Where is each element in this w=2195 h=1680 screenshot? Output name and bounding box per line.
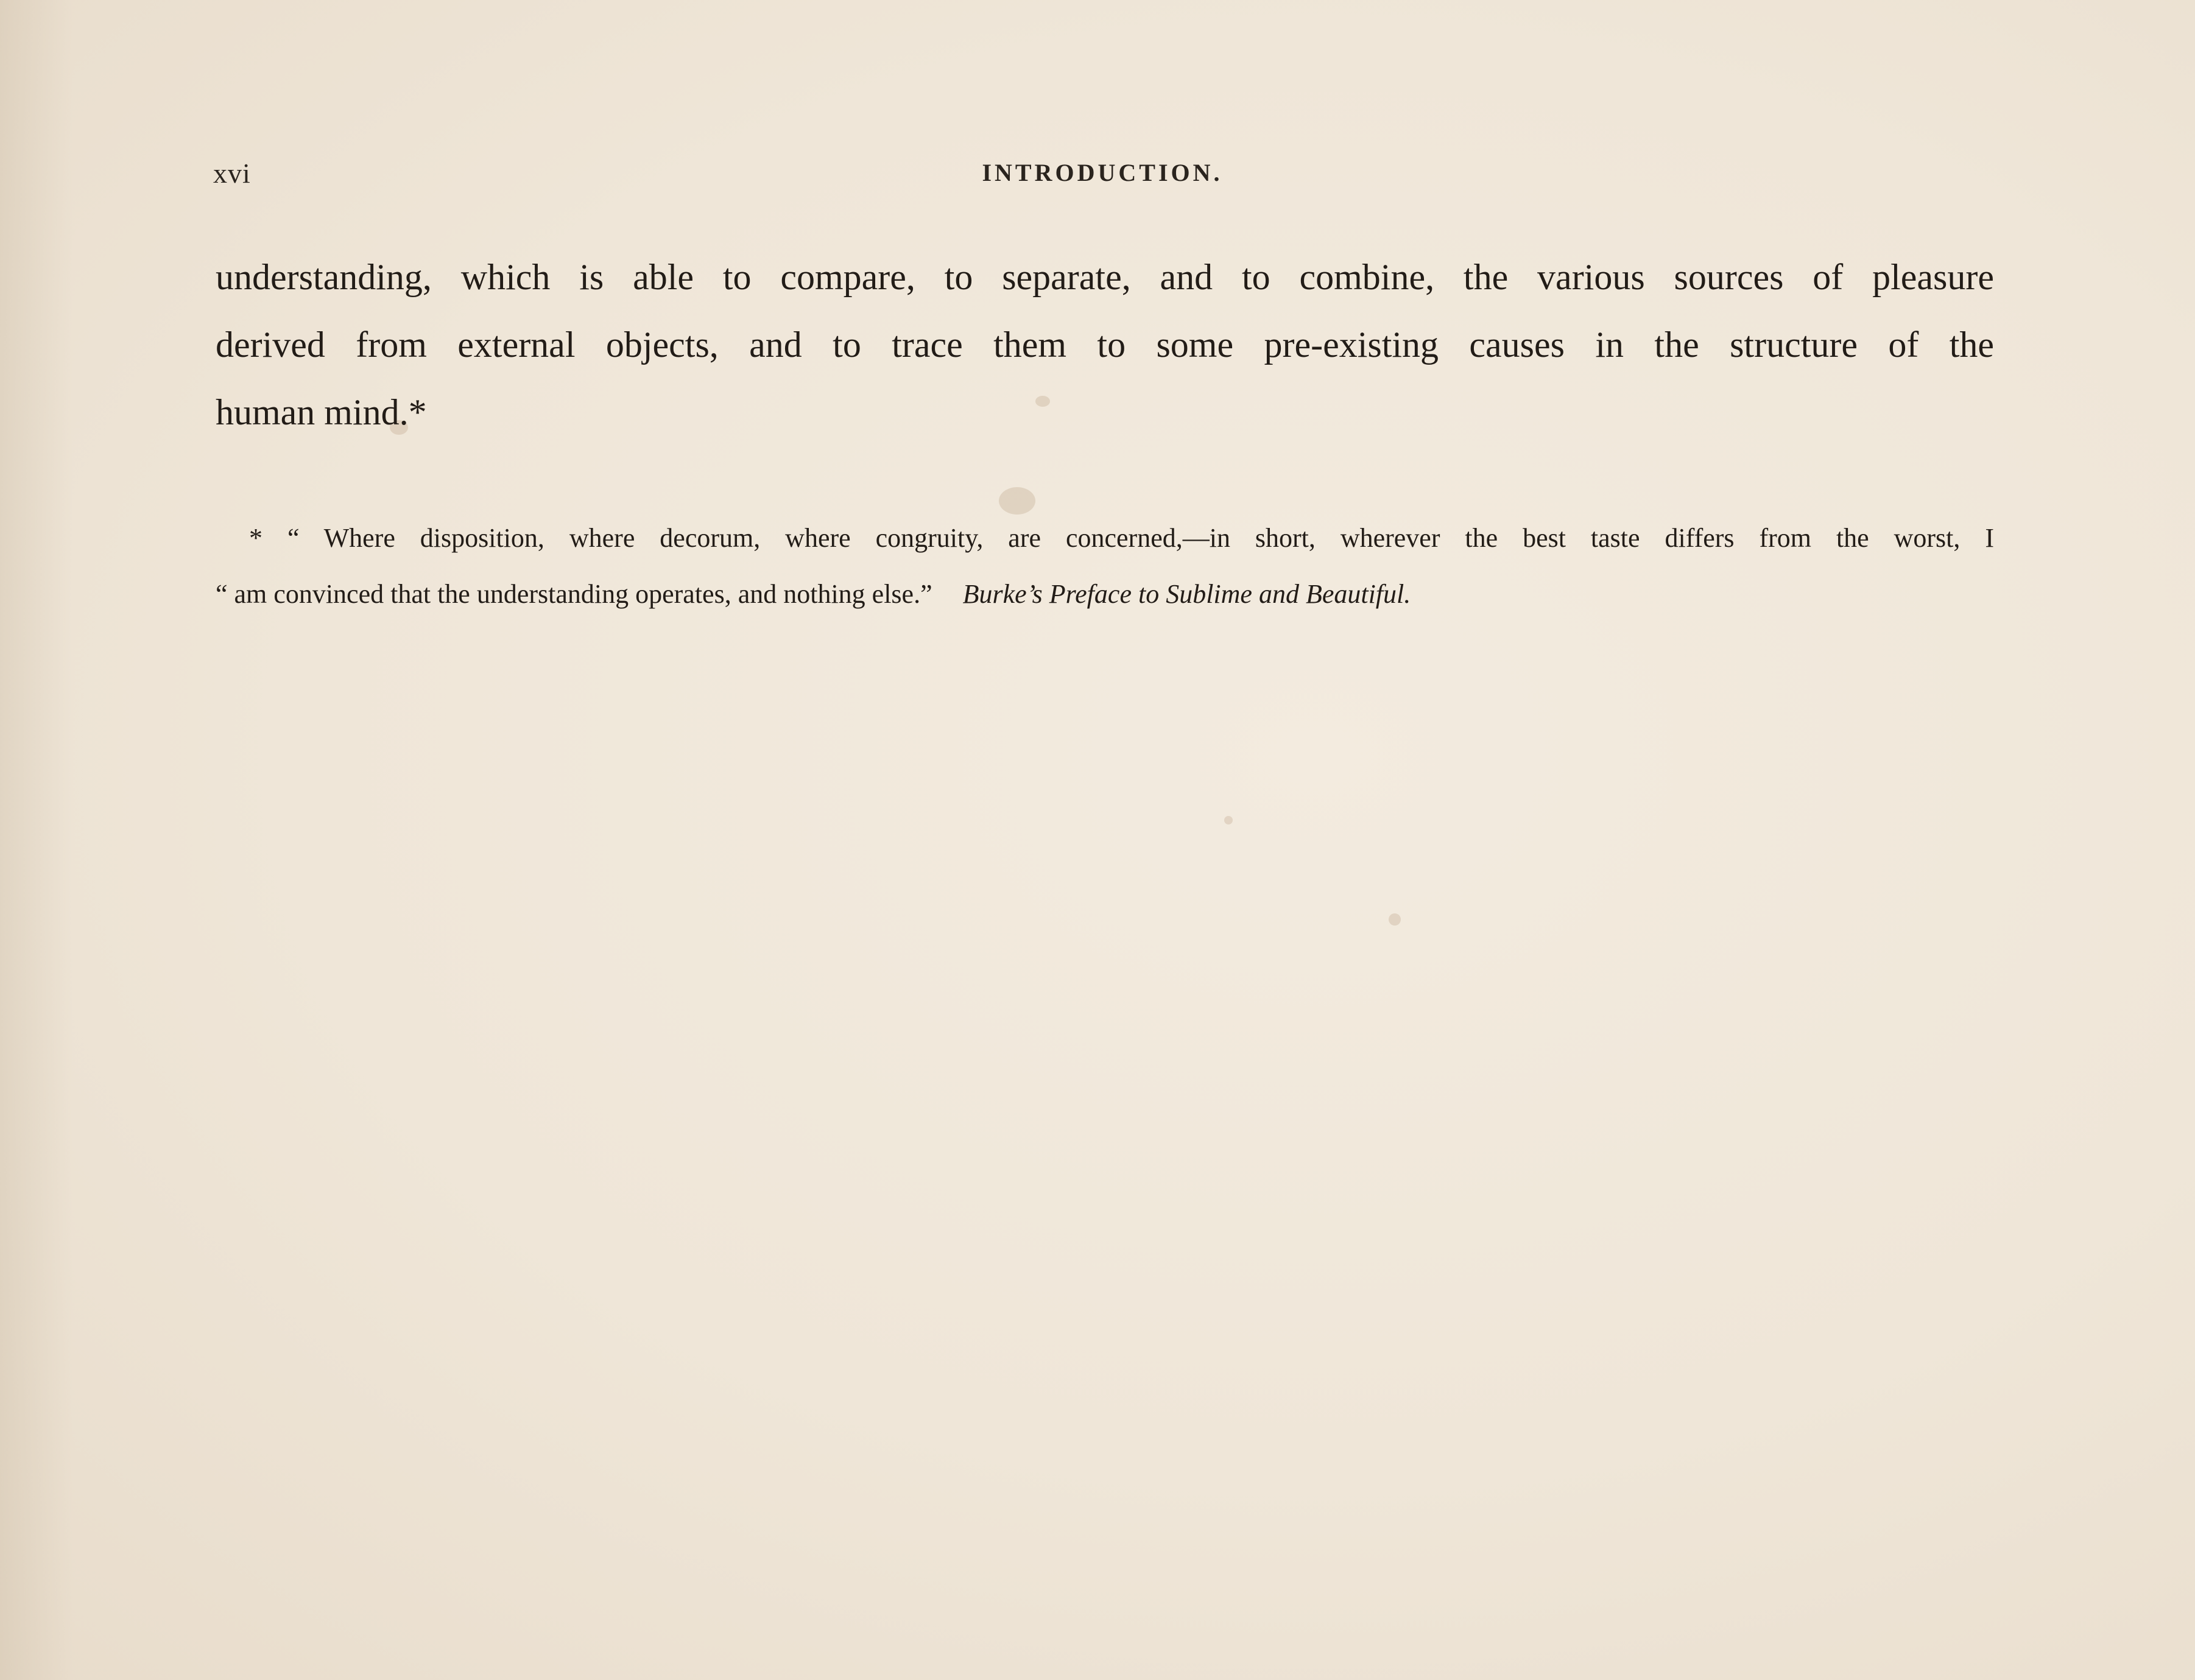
page-number: xvi [213,158,251,189]
body-paragraph [216,244,1994,446]
body-line: understanding, which is able to compare, to separate, and to combine, the various sources of pleasure [216,257,1994,297]
running-head: INTRODUCTION. [982,159,1223,186]
body-line: human mind.* [216,392,427,432]
footnote-line-with-citation [216,566,1994,622]
footnote [216,510,1994,622]
footnote-line: * “ Where disposition, where decorum, where congruity, are concerned,—in short, wherever the best taste differs from the worst, I [249,523,1994,553]
body-line: derived from external objects, and to trace them to some pre-existing causes in the structure of the [216,325,1994,365]
footnote-citation: Burke’s Preface to Sublime and Beautiful. [962,579,1411,609]
paper-foxing-spot [1389,913,1401,926]
paper-foxing-spot [1224,816,1233,824]
page-header [213,157,1992,206]
page-edge-shadow [0,0,73,1680]
footnote-quote-end: “ am convinced that the understanding operates, and nothing else.” [216,579,932,609]
